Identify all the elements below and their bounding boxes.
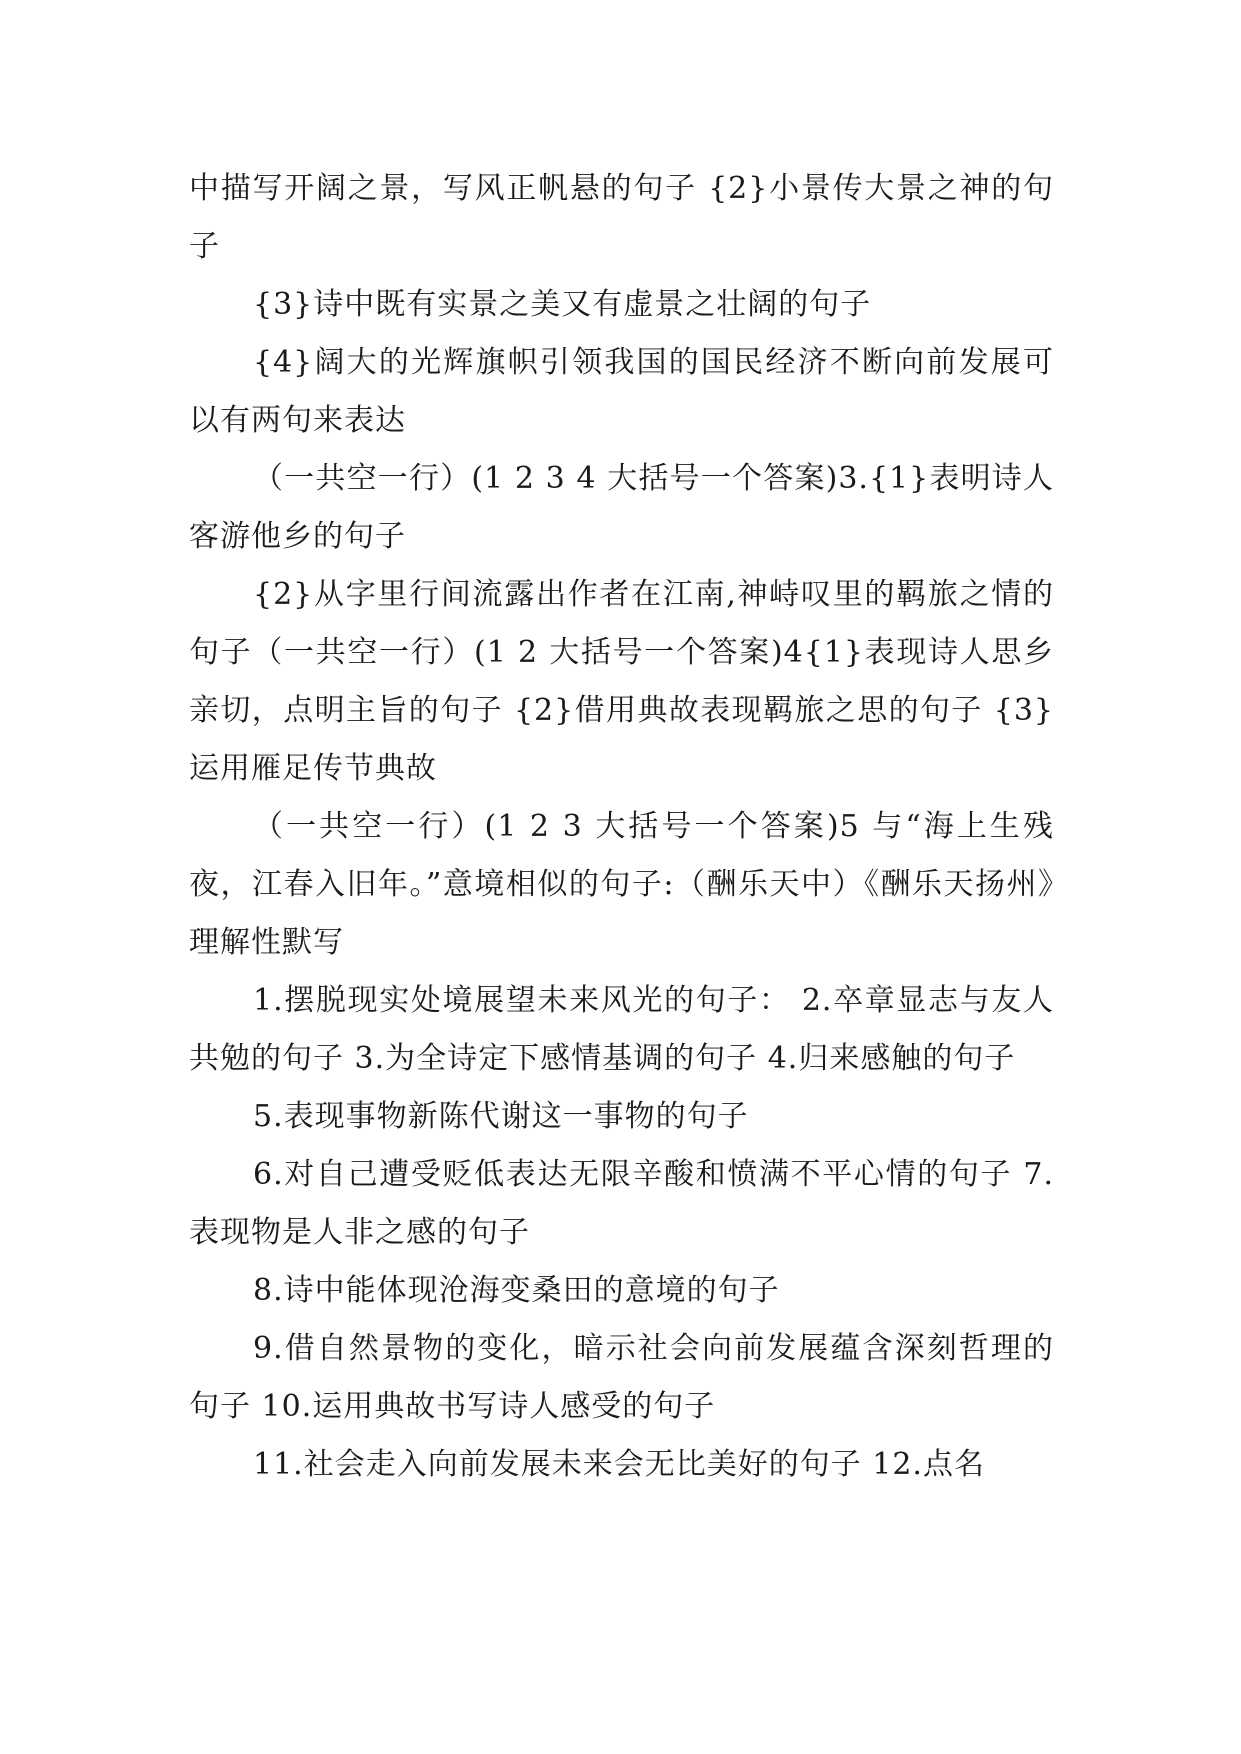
document-body bbox=[189, 160, 1054, 1494]
paragraph: {4}阔大的光辉旗帜引领我国的国民经济不断向前发展可以有两句来表达 bbox=[189, 345, 1054, 438]
paragraph: 11.社会走入向前发展未来会无比美好的句子 12.点名 bbox=[253, 1447, 985, 1482]
paragraph: （一共空一行）(1 2 3 大括号一个答案)5 与“海上生残夜，江春入旧年。”意境相似的句子:（酬乐天中）《酬乐天扬州》理解性默写 bbox=[189, 809, 1054, 960]
paragraph: 中描写开阔之景，写风正帆悬的句子 {2}小景传大景之神的句子 bbox=[189, 171, 1054, 264]
paragraph: 1.摆脱现实处境展望未来风光的句子： 2.卒章显志与友人共勉的句子 3.为全诗定下感情基调的句子 4.归来感触的句子 bbox=[189, 983, 1054, 1076]
paragraph: 8.诗中能体现沧海变桑田的意境的句子 bbox=[253, 1273, 780, 1308]
paragraph: {2}从字里行间流露出作者在江南,神峙叹里的羁旅之情的句子（一共空一行）(1 2 大括号一个答案)4{1}表现诗人思乡亲切，点明主旨的句子 {2}借用典故表现羁旅之思的句子 {3}运用雁足传节典故 bbox=[189, 577, 1054, 786]
paragraph: （一共空一行）(1 2 3 4 大括号一个答案)3.{1}表明诗人客游他乡的句子 bbox=[189, 461, 1054, 554]
paragraph: 6.对自己遭受贬低表达无限辛酸和愤满不平心情的句子 7.表现物是人非之感的句子 bbox=[189, 1157, 1054, 1250]
paragraph: {3}诗中既有实景之美又有虚景之壮阔的句子 bbox=[253, 287, 872, 322]
paragraph: 9.借自然景物的变化，暗示社会向前发展蕴含深刻哲理的句子 10.运用典故书写诗人感受的句子 bbox=[189, 1331, 1054, 1424]
paragraph: 5.表现事物新陈代谢这一事物的句子 bbox=[253, 1099, 749, 1134]
